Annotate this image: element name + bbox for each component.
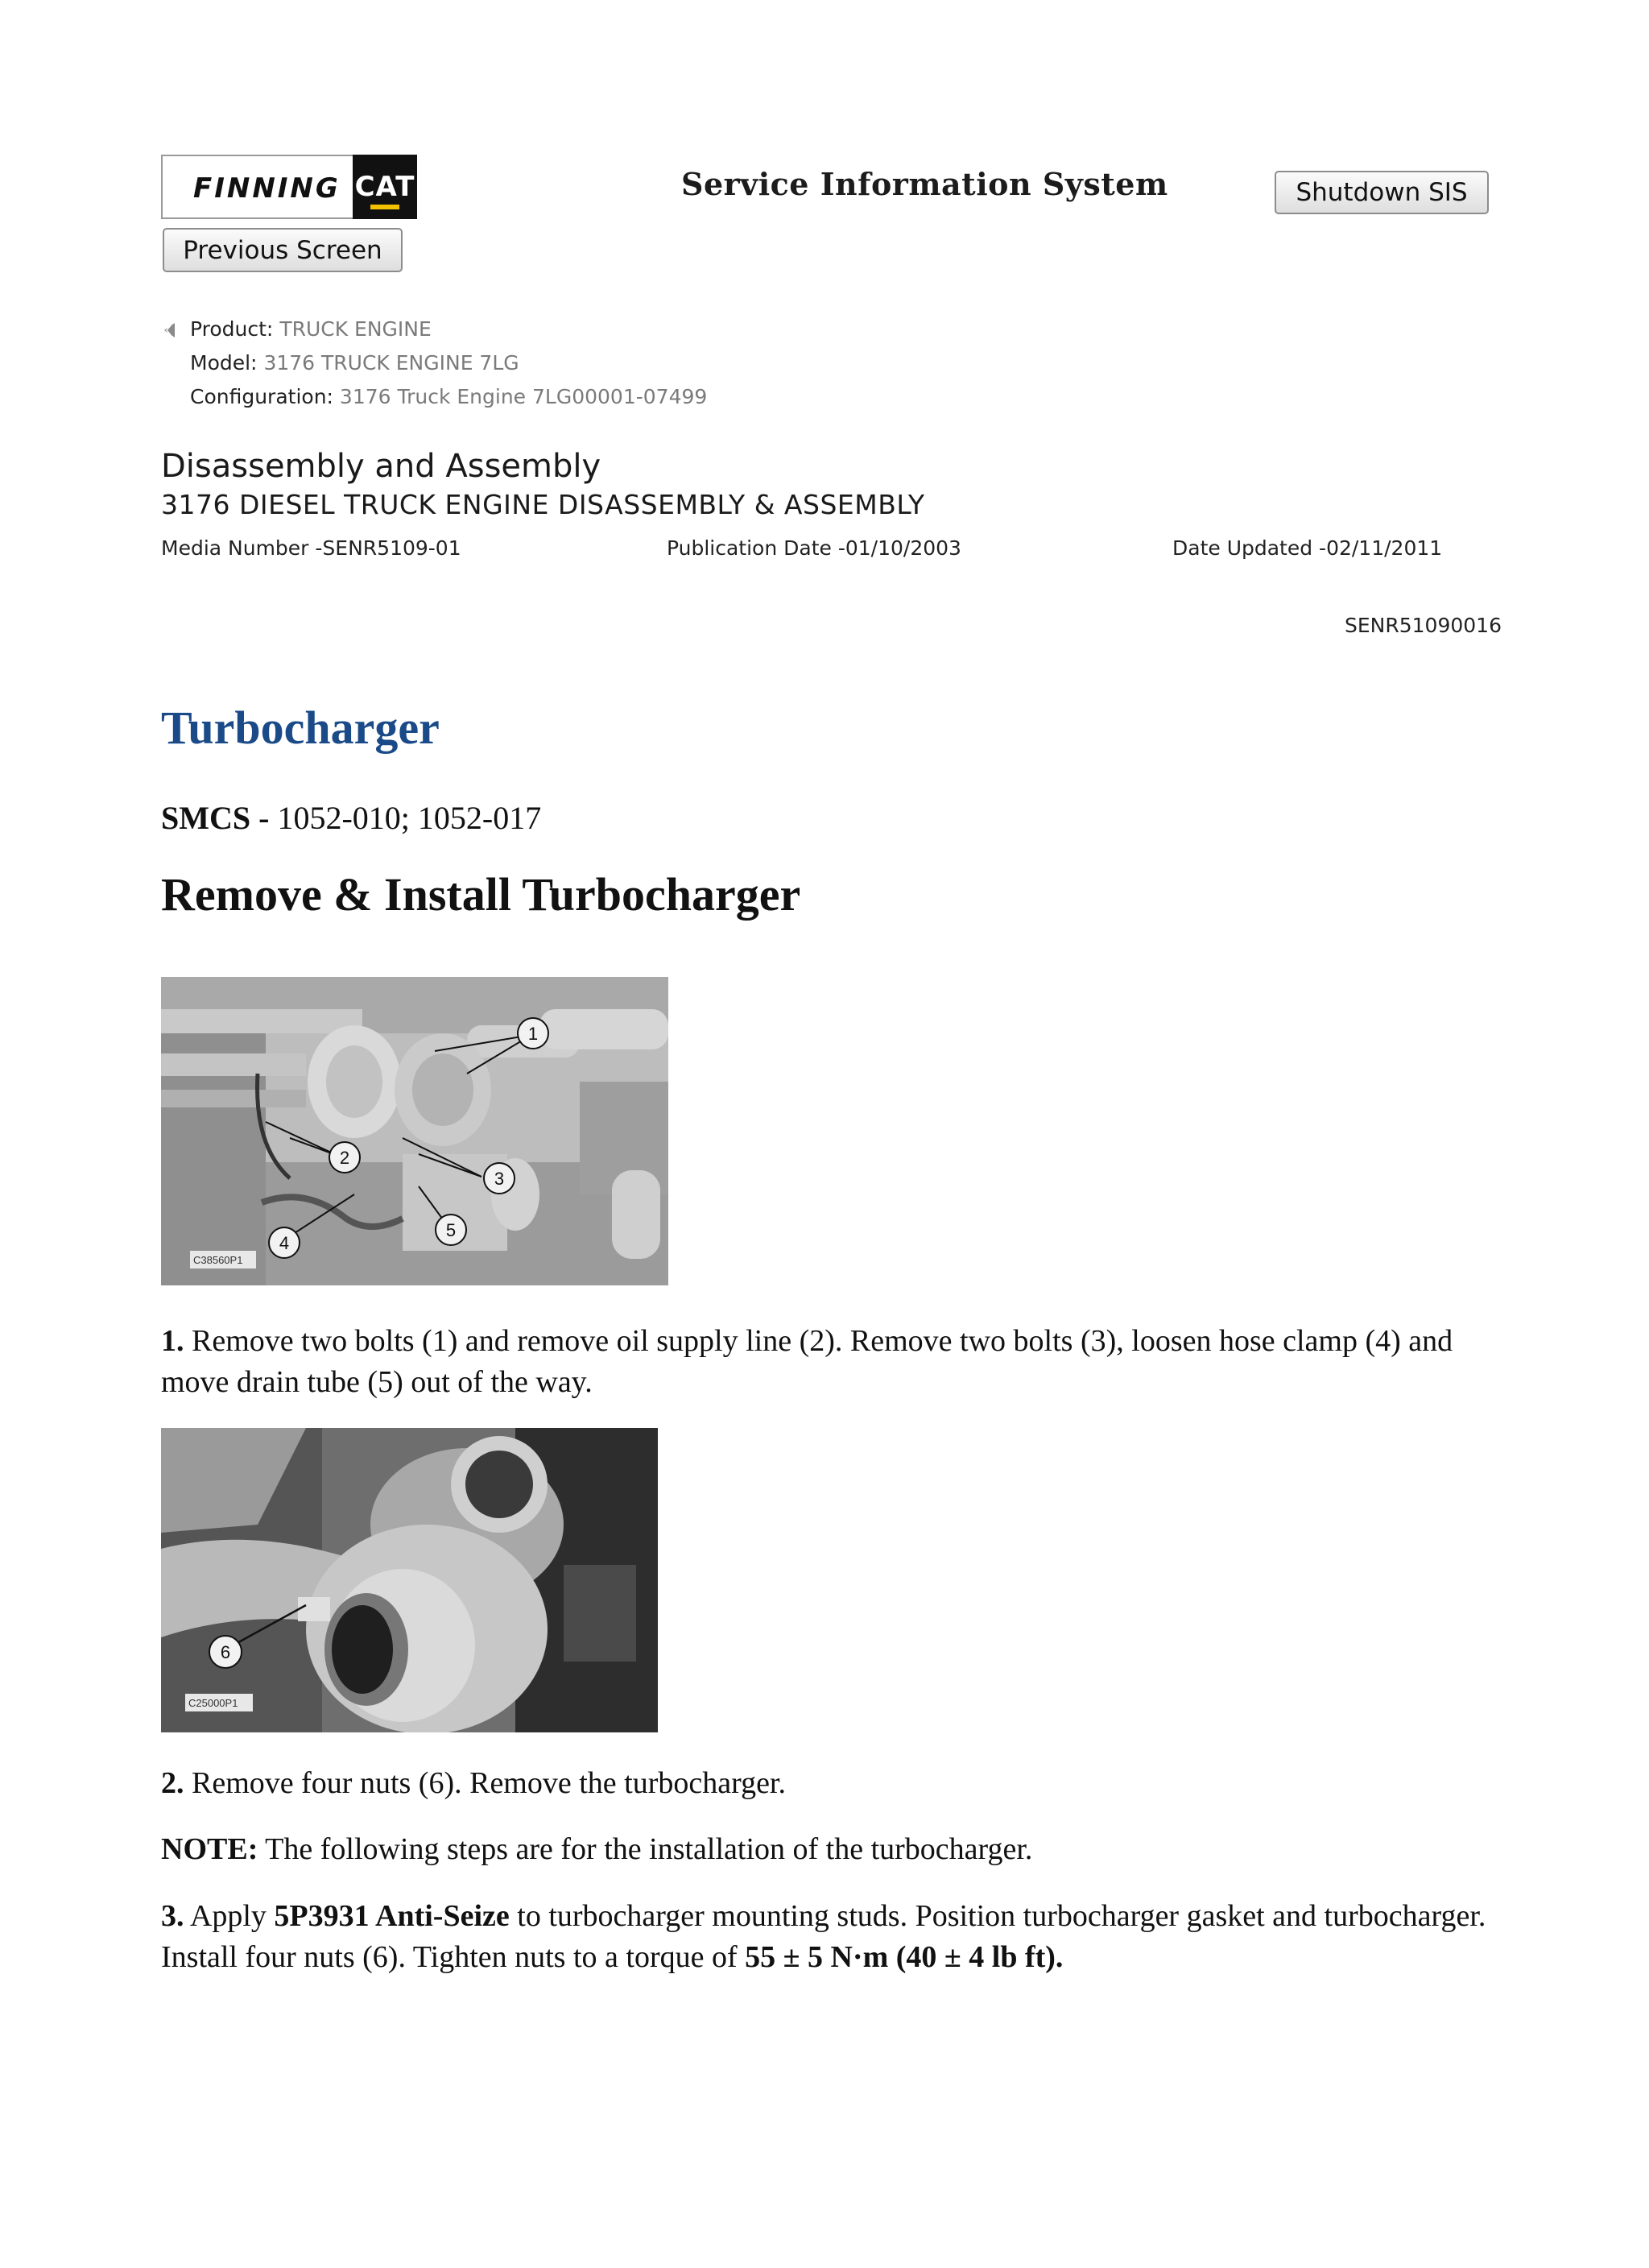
model-value: 3176 TRUCK ENGINE 7LG [263,351,519,375]
model-line: Model: 3176 TRUCK ENGINE 7LG [190,351,519,375]
anti-seize-part-number: 5P3931 Anti-Seize [274,1899,510,1933]
document-id: SENR51090016 [1345,614,1502,637]
figure2-callout-6: 6 [220,1642,231,1662]
installation-note: NOTE: The following steps are for the installation of the turbocharger. [161,1832,1033,1866]
figure1-callout-3: 3 [494,1169,505,1189]
turbocharger-removal-photo-2 [161,1428,658,1732]
figure2-code: C25000P1 [188,1697,238,1709]
previous-screen-button[interactable]: Previous Screen [163,228,403,272]
figure1-callout-1: 1 [527,1024,539,1044]
cat-logo-badge: CAT [353,155,417,219]
configuration-value: 3176 Truck Engine 7LG00001-07499 [339,385,708,408]
date-updated: Date Updated -02/11/2011 [1172,536,1443,560]
publication-date: Publication Date -01/10/2003 [667,536,961,560]
document-category: Disassembly and Assembly [161,448,601,485]
step-2: 2. Remove four nuts (6). Remove the turbocharger. [161,1766,786,1800]
product-value: TRUCK ENGINE [279,317,432,341]
finning-cat-logo [161,155,417,219]
section-heading: Turbocharger [161,702,440,754]
configuration-line: Configuration: 3176 Truck Engine 7LG00001-07499 [190,385,708,408]
procedure-title: Remove & Install Turbocharger [161,868,801,921]
product-line: Product: TRUCK ENGINE [190,317,432,341]
figure1-callout-4: 4 [279,1233,290,1253]
figure1-callout-2: 2 [339,1148,350,1168]
smcs-codes: SMCS - 1052-010; 1052-017 [161,800,542,836]
finning-logo-text: FINNING [193,172,341,205]
media-number: Media Number -SENR5109-01 [161,536,461,560]
step-1: 1. Remove two bolts (1) and remove oil supply line (2). Remove two bolts (3), loosen hose clamp (4) and move drain tube (5) out of the way. [161,1324,1453,1399]
document-subtitle: 3176 DIESEL TRUCK ENGINE DISASSEMBLY & ASSEMBLY [161,489,925,520]
back-arrow-icon[interactable] [163,322,176,338]
shutdown-sis-button[interactable]: Shutdown SIS [1275,171,1489,214]
app-title: Service Information System [681,166,1168,202]
step-3: 3. Apply 5P3931 Anti-Seize to turbocharger mounting studs. Position turbocharger gasket and turbocharger. Install four nuts (6). Tighten nuts to a torque of 55 ± 5 N·m (40 ± 4 lb ft). [161,1899,1486,1974]
turbocharger-removal-photo-1 [161,977,668,1285]
figure1-callout-5: 5 [445,1220,457,1240]
torque-spec: 55 ± 5 N·m (40 ± 4 lb ft). [745,1940,1064,1974]
figure1-code: C38560P1 [193,1254,243,1266]
